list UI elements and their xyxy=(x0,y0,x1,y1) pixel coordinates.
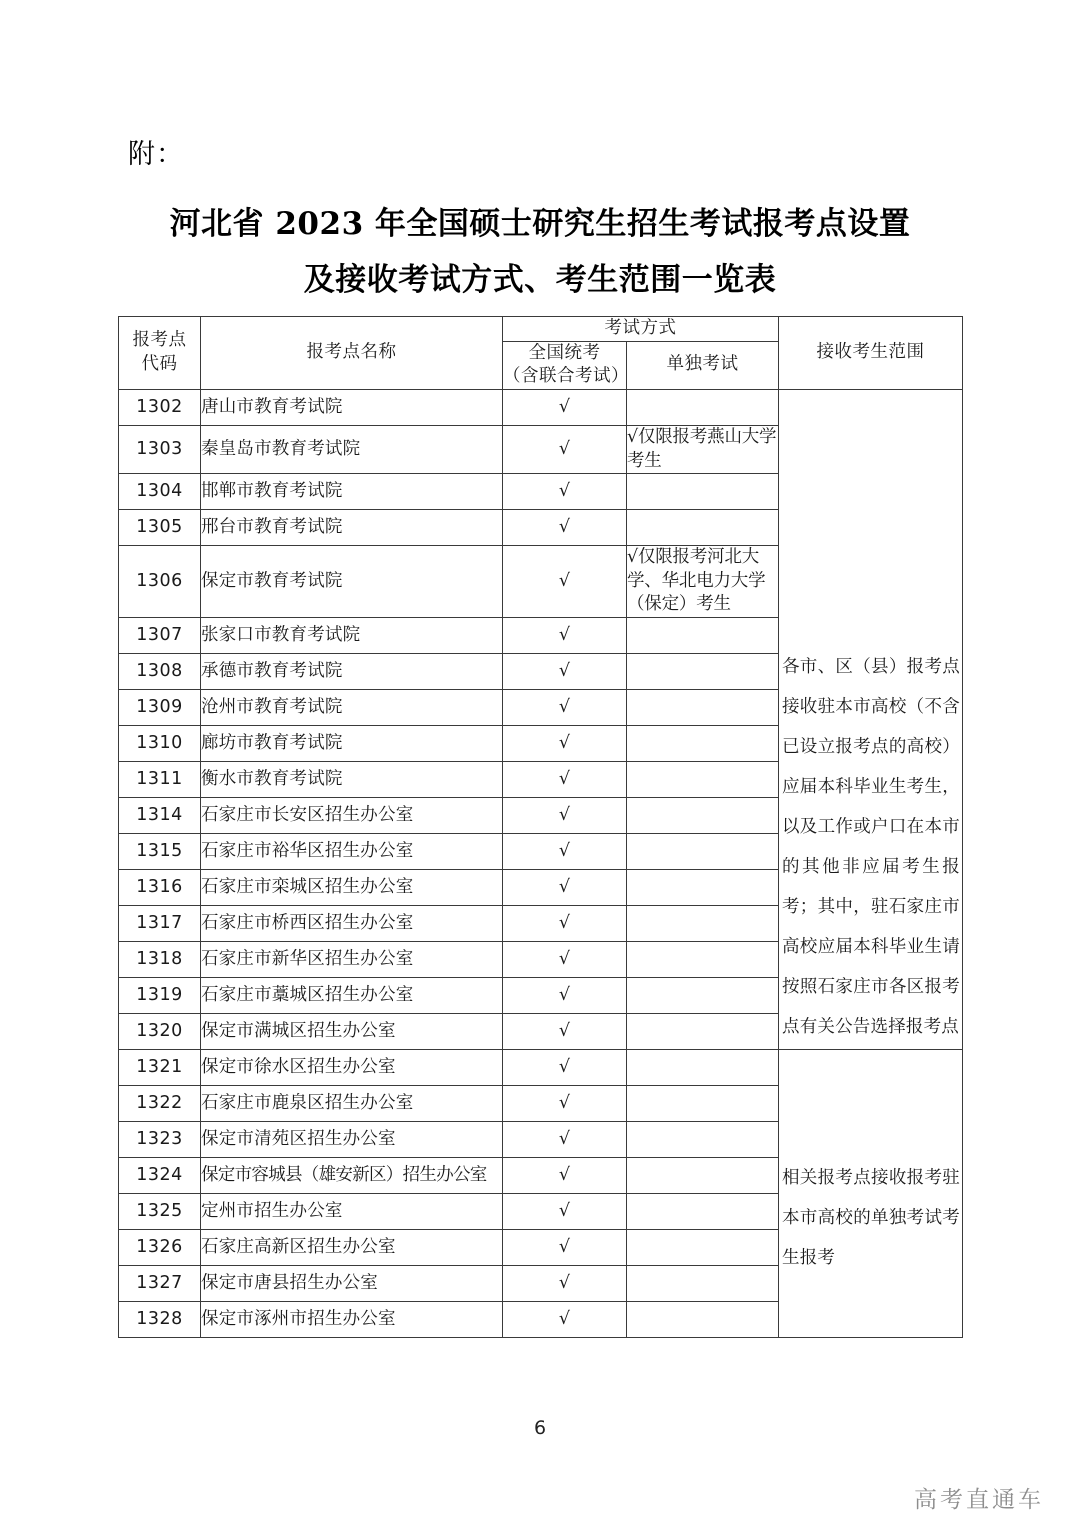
cell-national-exam-mark: √ xyxy=(503,1194,627,1230)
cell-solo-exam-note xyxy=(627,1122,779,1158)
cell-site-code: 1309 xyxy=(119,690,201,726)
cell-site-code: 1325 xyxy=(119,1194,201,1230)
cell-site-name: 保定市清苑区招生办公室 xyxy=(201,1122,503,1158)
cell-site-code: 1327 xyxy=(119,1266,201,1302)
cell-site-code: 1322 xyxy=(119,1086,201,1122)
cell-solo-exam-note xyxy=(627,1050,779,1086)
scope-inner-2 xyxy=(779,1110,962,1278)
cell-solo-exam-note xyxy=(627,1230,779,1266)
cell-national-exam-mark: √ xyxy=(503,389,627,425)
table-header-row-1 xyxy=(119,317,963,342)
cell-site-code: 1314 xyxy=(119,798,201,834)
cell-national-exam-mark: √ xyxy=(503,425,627,473)
cell-solo-exam-note xyxy=(627,1266,779,1302)
cell-site-name: 张家口市教育考试院 xyxy=(201,618,503,654)
scope-text-2: 相关报考点接收报考驻本市高校的单独考试考生报考 xyxy=(782,1167,960,1268)
table-body xyxy=(119,389,963,1337)
cell-site-code: 1328 xyxy=(119,1302,201,1338)
cell-national-exam-mark: √ xyxy=(503,1050,627,1086)
cell-site-code: 1324 xyxy=(119,1158,201,1194)
cell-site-name: 保定市容城县（雄安新区）招生办公室 xyxy=(201,1158,503,1194)
cell-solo-exam-note xyxy=(627,389,779,425)
cell-solo-exam-note xyxy=(627,1086,779,1122)
cell-solo-exam-note xyxy=(627,510,779,546)
attachment-label: 附： xyxy=(128,139,184,170)
cell-site-code: 1305 xyxy=(119,510,201,546)
column-header-site-name: 报考点名称 xyxy=(201,317,503,390)
cell-site-name: 定州市招生办公室 xyxy=(201,1194,503,1230)
table-row xyxy=(119,389,963,425)
cell-site-name: 邢台市教育考试院 xyxy=(201,510,503,546)
cell-site-name: 廊坊市教育考试院 xyxy=(201,726,503,762)
cell-solo-exam-note xyxy=(627,1302,779,1338)
cell-site-code: 1311 xyxy=(119,762,201,798)
cell-national-exam-mark: √ xyxy=(503,1266,627,1302)
cell-site-name: 承德市教育考试院 xyxy=(201,654,503,690)
cell-national-exam-mark: √ xyxy=(503,834,627,870)
cell-national-exam-mark: √ xyxy=(503,618,627,654)
cell-site-code: 1326 xyxy=(119,1230,201,1266)
cell-solo-exam-note xyxy=(627,618,779,654)
table-head xyxy=(119,317,963,390)
cell-national-exam-mark: √ xyxy=(503,654,627,690)
cell-solo-exam-note xyxy=(627,834,779,870)
cell-solo-exam-note: √仅限报考燕山大学考生 xyxy=(627,425,779,473)
cell-national-exam-mark: √ xyxy=(503,906,627,942)
scope-inner-1 xyxy=(779,391,962,1047)
cell-site-name: 石家庄市桥西区招生办公室 xyxy=(201,906,503,942)
cell-national-exam-mark: √ xyxy=(503,546,627,618)
cell-site-code: 1320 xyxy=(119,1014,201,1050)
cell-site-code: 1318 xyxy=(119,942,201,978)
page-number: 6 xyxy=(533,1417,547,1439)
cell-site-code: 1319 xyxy=(119,978,201,1014)
cell-national-exam-mark: √ xyxy=(503,1122,627,1158)
exam-sites-table-wrapper xyxy=(118,316,962,1338)
cell-solo-exam-note xyxy=(627,762,779,798)
cell-site-code: 1306 xyxy=(119,546,201,618)
cell-site-code: 1304 xyxy=(119,474,201,510)
cell-national-exam-mark: √ xyxy=(503,762,627,798)
cell-site-code: 1317 xyxy=(119,906,201,942)
cell-site-code: 1303 xyxy=(119,425,201,473)
column-header-exam-method-group: 考试方式 xyxy=(503,317,779,342)
cell-site-name: 保定市涿州市招生办公室 xyxy=(201,1302,503,1338)
cell-site-name: 邯郸市教育考试院 xyxy=(201,474,503,510)
page-title-line-2: 及接收考试方式、考生范围一览表 xyxy=(303,262,777,298)
cell-site-code: 1310 xyxy=(119,726,201,762)
cell-national-exam-mark: √ xyxy=(503,726,627,762)
cell-national-exam-mark: √ xyxy=(503,1230,627,1266)
cell-solo-exam-note xyxy=(627,978,779,1014)
cell-national-exam-mark: √ xyxy=(503,978,627,1014)
cell-solo-exam-note xyxy=(627,654,779,690)
cell-solo-exam-note xyxy=(627,1014,779,1050)
cell-national-exam-mark: √ xyxy=(503,474,627,510)
cell-site-code: 1316 xyxy=(119,870,201,906)
cell-site-name: 石家庄市裕华区招生办公室 xyxy=(201,834,503,870)
watermark: 高考直通车 xyxy=(914,1487,1044,1513)
cell-national-exam-mark: √ xyxy=(503,1086,627,1122)
scope-text-1: 各市、区（县）报考点接收驻本市高校（不含已设立报考点的高校）应届本科毕业生考生，以及工作或户口在本市的其他非应届考生报考；其中，驻石家庄市高校应届本科毕业生请按照石家庄市各区报考点有关公告选择报考点 xyxy=(782,657,960,1038)
cell-national-exam-mark: √ xyxy=(503,1302,627,1338)
column-header-code xyxy=(119,317,201,390)
cell-solo-exam-note xyxy=(627,690,779,726)
cell-site-code: 1307 xyxy=(119,618,201,654)
cell-site-name: 石家庄市鹿泉区招生办公室 xyxy=(201,1086,503,1122)
exam-sites-table xyxy=(118,316,963,1338)
page-title xyxy=(118,196,962,308)
cell-site-name: 保定市唐县招生办公室 xyxy=(201,1266,503,1302)
table-row xyxy=(119,1050,963,1086)
column-header-national-exam-line-1: 全国统考 xyxy=(528,342,601,363)
cell-site-code: 1323 xyxy=(119,1122,201,1158)
cell-solo-exam-note xyxy=(627,870,779,906)
cell-site-name: 石家庄高新区招生办公室 xyxy=(201,1230,503,1266)
cell-site-name: 唐山市教育考试院 xyxy=(201,389,503,425)
cell-site-name: 保定市满城区招生办公室 xyxy=(201,1014,503,1050)
cell-national-exam-mark: √ xyxy=(503,870,627,906)
cell-site-name: 秦皇岛市教育考试院 xyxy=(201,425,503,473)
column-header-solo-exam: 单独考试 xyxy=(627,341,779,389)
cell-solo-exam-note xyxy=(627,474,779,510)
cell-solo-exam-note xyxy=(627,942,779,978)
cell-scope-group-2 xyxy=(779,1050,963,1338)
cell-national-exam-mark: √ xyxy=(503,798,627,834)
cell-national-exam-mark: √ xyxy=(503,690,627,726)
cell-site-name: 石家庄市长安区招生办公室 xyxy=(201,798,503,834)
column-header-code-line-1: 报考点 xyxy=(132,330,187,351)
column-header-national-exam xyxy=(503,341,627,389)
cell-solo-exam-note xyxy=(627,906,779,942)
cell-site-name: 沧州市教育考试院 xyxy=(201,690,503,726)
cell-scope-group-1 xyxy=(779,389,963,1049)
cell-site-code: 1321 xyxy=(119,1050,201,1086)
cell-site-name: 保定市徐水区招生办公室 xyxy=(201,1050,503,1086)
cell-site-code: 1302 xyxy=(119,389,201,425)
cell-site-name: 石家庄市藁城区招生办公室 xyxy=(201,978,503,1014)
column-header-scope: 接收考生范围 xyxy=(779,317,963,390)
cell-site-name: 石家庄市栾城区招生办公室 xyxy=(201,870,503,906)
cell-solo-exam-note: √仅限报考河北大学、华北电力大学（保定）考生 xyxy=(627,546,779,618)
cell-solo-exam-note xyxy=(627,1194,779,1230)
cell-site-code: 1315 xyxy=(119,834,201,870)
page-title-line-1: 河北省 2023 年全国硕士研究生招生考试报考点设置 xyxy=(169,206,911,242)
column-header-national-exam-line-2: （含联合考试） xyxy=(503,366,629,387)
cell-site-name: 保定市教育考试院 xyxy=(201,546,503,618)
cell-site-name: 石家庄市新华区招生办公室 xyxy=(201,942,503,978)
cell-solo-exam-note xyxy=(627,798,779,834)
cell-national-exam-mark: √ xyxy=(503,510,627,546)
cell-site-code: 1308 xyxy=(119,654,201,690)
cell-national-exam-mark: √ xyxy=(503,942,627,978)
cell-solo-exam-note xyxy=(627,1158,779,1194)
cell-national-exam-mark: √ xyxy=(503,1158,627,1194)
cell-national-exam-mark: √ xyxy=(503,1014,627,1050)
cell-solo-exam-note xyxy=(627,726,779,762)
cell-site-name: 衡水市教育考试院 xyxy=(201,762,503,798)
column-header-code-line-2: 代码 xyxy=(141,353,178,374)
